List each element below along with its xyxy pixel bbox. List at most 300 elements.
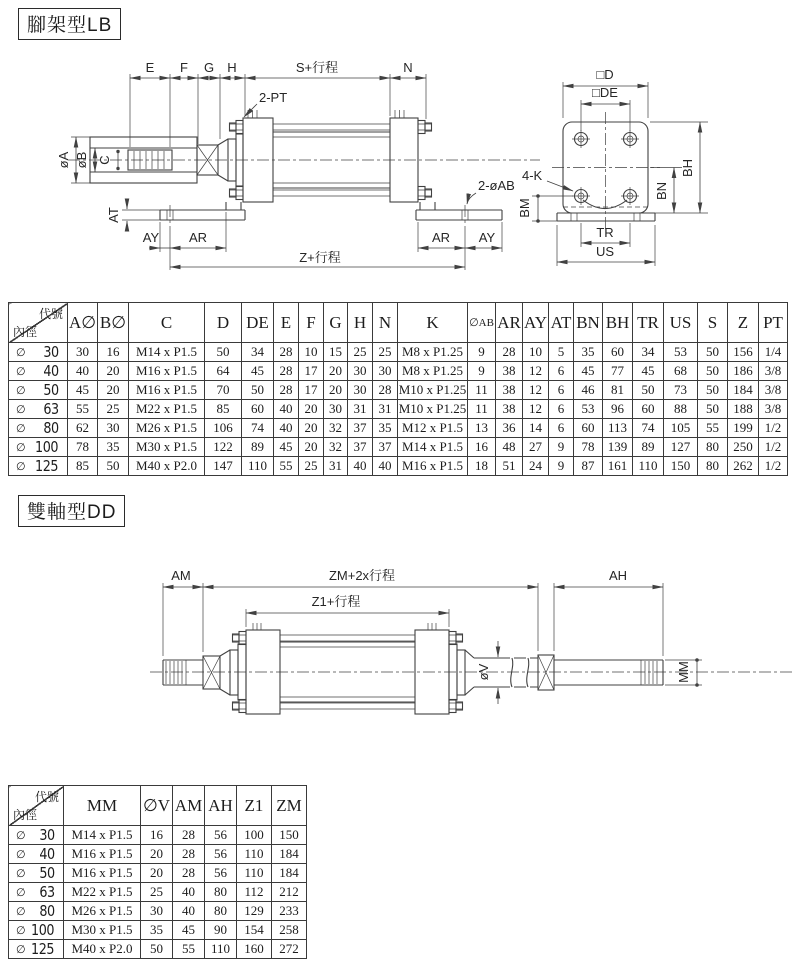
table-cell: 15 bbox=[324, 343, 348, 362]
table-row bbox=[9, 438, 788, 457]
bore-cell bbox=[9, 883, 64, 902]
table-cell: 60 bbox=[574, 419, 603, 438]
table-cell: 51 bbox=[496, 457, 523, 476]
lb-drawing bbox=[0, 50, 800, 295]
table-cell: M40 x P2.0 bbox=[129, 457, 205, 476]
dim-label-g: G bbox=[203, 60, 215, 75]
column-header: TR bbox=[633, 303, 664, 343]
table-cell: 78 bbox=[574, 438, 603, 457]
table-cell: 35 bbox=[574, 343, 603, 362]
table-row bbox=[9, 883, 307, 902]
dim-label-ah: AH bbox=[608, 568, 628, 583]
table-cell: 28 bbox=[274, 362, 299, 381]
column-header: B∅ bbox=[98, 303, 129, 343]
table-cell: 50 bbox=[205, 343, 242, 362]
dim-label-dia-v: øV bbox=[476, 663, 491, 681]
bore-value: 125 bbox=[34, 457, 58, 475]
bore-cell bbox=[9, 381, 68, 400]
table-cell: 16 bbox=[468, 438, 496, 457]
table-cell: 27 bbox=[523, 438, 549, 457]
table-cell: M22 x P1.5 bbox=[129, 400, 205, 419]
table-cell: M22 x P1.5 bbox=[64, 883, 141, 902]
dim-label-square-d: □D bbox=[596, 67, 614, 82]
table-cell: 199 bbox=[728, 419, 759, 438]
table-cell: 85 bbox=[68, 457, 98, 476]
table-row bbox=[9, 902, 307, 921]
lb-side-view bbox=[56, 60, 540, 270]
table-cell: 3/8 bbox=[759, 400, 788, 419]
diameter-symbol: ∅ bbox=[16, 923, 26, 937]
table-cell: 5 bbox=[549, 343, 574, 362]
bore-value: 50 bbox=[39, 864, 55, 882]
table-cell: 122 bbox=[205, 438, 242, 457]
table-cell: 70 bbox=[205, 381, 242, 400]
table-cell: 50 bbox=[698, 381, 728, 400]
table-cell: 28 bbox=[274, 381, 299, 400]
table-cell: 14 bbox=[523, 419, 549, 438]
bore-cell bbox=[9, 864, 64, 883]
table-cell: 184 bbox=[272, 864, 307, 883]
dim-label-c: C bbox=[97, 155, 112, 165]
table-cell: 6 bbox=[549, 362, 574, 381]
table-cell: 188 bbox=[728, 400, 759, 419]
table-cell: 161 bbox=[603, 457, 633, 476]
table-cell: 17 bbox=[299, 381, 324, 400]
table-cell: 20 bbox=[141, 845, 173, 864]
table-row bbox=[9, 921, 307, 940]
table-cell: 20 bbox=[324, 381, 348, 400]
diameter-symbol: ∅ bbox=[16, 459, 26, 473]
table-cell: 110 bbox=[633, 457, 664, 476]
table-cell: 68 bbox=[664, 362, 698, 381]
table-row bbox=[9, 419, 788, 438]
table-cell: 262 bbox=[728, 457, 759, 476]
table-cell: M16 x P1.5 bbox=[64, 845, 141, 864]
table-cell: 60 bbox=[633, 400, 664, 419]
corner-label-bore: 內徑 bbox=[13, 808, 38, 822]
table-cell: 34 bbox=[242, 343, 274, 362]
table-cell: 60 bbox=[603, 343, 633, 362]
table-cell: 45 bbox=[274, 438, 299, 457]
column-header: A∅ bbox=[68, 303, 98, 343]
diameter-symbol: ∅ bbox=[16, 866, 26, 880]
table-cell: 45 bbox=[633, 362, 664, 381]
table-cell: 55 bbox=[173, 940, 205, 959]
table-row bbox=[9, 343, 788, 362]
label-4-k: 4-K bbox=[522, 168, 543, 183]
table-cell: 56 bbox=[205, 864, 237, 883]
dim-label-f: F bbox=[180, 60, 188, 75]
table-cell: 80 bbox=[205, 883, 237, 902]
column-header: BH bbox=[603, 303, 633, 343]
bore-cell bbox=[9, 419, 68, 438]
section-title-double-rod: 雙軸型DD bbox=[18, 495, 125, 527]
table-cell: 50 bbox=[98, 457, 129, 476]
table-cell: 20 bbox=[98, 381, 129, 400]
dim-label-bn: BN bbox=[654, 181, 669, 201]
column-header: AM bbox=[173, 786, 205, 826]
table-cell: 53 bbox=[574, 400, 603, 419]
table-cell: 74 bbox=[633, 419, 664, 438]
table-cell: 31 bbox=[324, 457, 348, 476]
bore-cell bbox=[9, 940, 64, 959]
table-cell: 110 bbox=[205, 940, 237, 959]
dim-label-ay-right: AY bbox=[478, 230, 496, 245]
table-cell: 160 bbox=[237, 940, 272, 959]
table-cell: M16 x P1.5 bbox=[398, 457, 468, 476]
column-header: C bbox=[129, 303, 205, 343]
table-cell: 90 bbox=[205, 921, 237, 940]
table-cell: 25 bbox=[141, 883, 173, 902]
bore-value: 63 bbox=[43, 400, 59, 418]
column-header: D bbox=[205, 303, 242, 343]
table-cell: 9 bbox=[549, 438, 574, 457]
column-header: H bbox=[348, 303, 373, 343]
table-cell: 24 bbox=[523, 457, 549, 476]
table-cell: 55 bbox=[274, 457, 299, 476]
dim-label-mm: MM bbox=[676, 661, 691, 683]
table-cell: 89 bbox=[633, 438, 664, 457]
table-cell: 110 bbox=[237, 845, 272, 864]
table-cell: 50 bbox=[698, 362, 728, 381]
dim-label-tr: TR bbox=[596, 225, 614, 240]
dim-label-z1: Z1+行程 bbox=[311, 594, 361, 609]
column-header: Z bbox=[728, 303, 759, 343]
table-cell: 154 bbox=[237, 921, 272, 940]
table-cell: 28 bbox=[274, 343, 299, 362]
table-cell: 20 bbox=[324, 362, 348, 381]
table-cell: 78 bbox=[68, 438, 98, 457]
column-header: BN bbox=[574, 303, 603, 343]
table-cell: 9 bbox=[468, 343, 496, 362]
table-cell: 258 bbox=[272, 921, 307, 940]
table-cell: M8 x P1.25 bbox=[398, 362, 468, 381]
table-cell: 272 bbox=[272, 940, 307, 959]
bore-value: 100 bbox=[30, 921, 54, 939]
column-header: S bbox=[698, 303, 728, 343]
bore-value: 30 bbox=[43, 343, 59, 361]
table-cell: 18 bbox=[468, 457, 496, 476]
column-header: F bbox=[299, 303, 324, 343]
table-cell: 37 bbox=[348, 438, 373, 457]
diameter-symbol: ∅ bbox=[16, 904, 26, 918]
table-cell: 45 bbox=[574, 362, 603, 381]
table-cell: 40 bbox=[173, 902, 205, 921]
table-cell: 45 bbox=[173, 921, 205, 940]
table-cell: 156 bbox=[728, 343, 759, 362]
table-cell: 28 bbox=[173, 826, 205, 845]
bore-value: 80 bbox=[43, 419, 59, 437]
table-cell: 184 bbox=[272, 845, 307, 864]
table-cell: M30 x P1.5 bbox=[129, 438, 205, 457]
table-cell: 30 bbox=[348, 362, 373, 381]
table-cell: 31 bbox=[373, 400, 398, 419]
table-cell: M14 x P1.5 bbox=[64, 826, 141, 845]
table-cell: 32 bbox=[324, 438, 348, 457]
table-cell: 147 bbox=[205, 457, 242, 476]
table-cell: 40 bbox=[373, 457, 398, 476]
table-cell: 30 bbox=[373, 362, 398, 381]
column-header: MM bbox=[64, 786, 141, 826]
table-cell: 80 bbox=[698, 457, 728, 476]
bore-value: 125 bbox=[30, 940, 54, 958]
table-cell: 10 bbox=[523, 343, 549, 362]
table-row bbox=[9, 826, 307, 845]
lb-end-view bbox=[517, 67, 708, 266]
table-cell: M16 x P1.5 bbox=[64, 864, 141, 883]
table-cell: 100 bbox=[237, 826, 272, 845]
dim-label-zm: ZM+2x行程 bbox=[328, 568, 396, 583]
table-cell: 40 bbox=[348, 457, 373, 476]
table-cell: 40 bbox=[274, 400, 299, 419]
table-cell: 38 bbox=[496, 400, 523, 419]
table-cell: 20 bbox=[299, 419, 324, 438]
table-cell: 212 bbox=[272, 883, 307, 902]
table-cell: 20 bbox=[141, 864, 173, 883]
table-cell: M26 x P1.5 bbox=[64, 902, 141, 921]
dim-label-h: H bbox=[227, 60, 237, 75]
table-cell: 87 bbox=[574, 457, 603, 476]
table-cell: 50 bbox=[141, 940, 173, 959]
table-row bbox=[9, 400, 788, 419]
table-cell: 112 bbox=[237, 883, 272, 902]
table-cell: 25 bbox=[299, 457, 324, 476]
table-cell: 28 bbox=[173, 845, 205, 864]
table-cell: 6 bbox=[549, 419, 574, 438]
table-cell: M12 x P1.5 bbox=[398, 419, 468, 438]
table-cell: 40 bbox=[68, 362, 98, 381]
dim-label-s-stroke: S+行程 bbox=[295, 60, 339, 75]
corner-label-code: 代號 bbox=[34, 790, 59, 804]
dim-label-us: US bbox=[595, 244, 615, 259]
table-cell: M14 x P1.5 bbox=[398, 438, 468, 457]
table-row bbox=[9, 864, 307, 883]
table-cell: 1/2 bbox=[759, 457, 788, 476]
table-cell: 250 bbox=[728, 438, 759, 457]
table-cell: 20 bbox=[299, 438, 324, 457]
dim-label-bm: BM bbox=[517, 198, 532, 218]
table-cell: 11 bbox=[468, 400, 496, 419]
table-cell: 37 bbox=[348, 419, 373, 438]
table-cell: 28 bbox=[173, 864, 205, 883]
table-cell: 113 bbox=[603, 419, 633, 438]
table-cell: 6 bbox=[549, 400, 574, 419]
table-cell: 110 bbox=[242, 457, 274, 476]
table-cell: M16 x P1.5 bbox=[129, 362, 205, 381]
diameter-symbol: ∅ bbox=[16, 847, 26, 861]
table-cell: 40 bbox=[274, 419, 299, 438]
table-cell: 9 bbox=[468, 362, 496, 381]
table-cell: 12 bbox=[523, 381, 549, 400]
label-2-ab: 2-øAB bbox=[478, 178, 515, 193]
table-cell: 11 bbox=[468, 381, 496, 400]
bore-value: 40 bbox=[43, 362, 59, 380]
table-cell: 50 bbox=[242, 381, 274, 400]
dim-label-ar-left: AR bbox=[188, 230, 208, 245]
table-cell: 38 bbox=[496, 381, 523, 400]
dd-drawing bbox=[0, 550, 800, 760]
table-cell: M40 x P2.0 bbox=[64, 940, 141, 959]
table-cell: 50 bbox=[633, 381, 664, 400]
dim-label-bh: BH bbox=[680, 158, 695, 178]
table-row bbox=[9, 362, 788, 381]
table-cell: 89 bbox=[242, 438, 274, 457]
dim-label-am: AM bbox=[171, 568, 191, 583]
bore-cell bbox=[9, 343, 68, 362]
column-header: ZM bbox=[272, 786, 307, 826]
column-header: E bbox=[274, 303, 299, 343]
table-cell: 16 bbox=[141, 826, 173, 845]
table-cell: 81 bbox=[603, 381, 633, 400]
table-cell: M10 x P1.25 bbox=[398, 400, 468, 419]
dim-label-square-de: □DE bbox=[592, 85, 618, 100]
bore-cell bbox=[9, 400, 68, 419]
dim-label-at: AT bbox=[106, 207, 121, 223]
table-cell: 60 bbox=[242, 400, 274, 419]
table-cell: 25 bbox=[373, 343, 398, 362]
table-cell: 37 bbox=[373, 438, 398, 457]
table-cell: 80 bbox=[698, 438, 728, 457]
diameter-symbol: ∅ bbox=[16, 383, 26, 397]
table-cell: 25 bbox=[348, 343, 373, 362]
table-cell: 110 bbox=[237, 864, 272, 883]
corner-label-bore: 內徑 bbox=[13, 325, 38, 339]
lb-dimension-table bbox=[8, 302, 788, 476]
diameter-symbol: ∅ bbox=[16, 364, 26, 378]
column-header: ∅AB bbox=[468, 303, 496, 343]
bore-value: 30 bbox=[39, 826, 55, 844]
bore-cell bbox=[9, 845, 64, 864]
table-cell: 38 bbox=[496, 362, 523, 381]
column-header: ∅V bbox=[141, 786, 173, 826]
table-cell: 106 bbox=[205, 419, 242, 438]
table-cell: 40 bbox=[173, 883, 205, 902]
table-cell: 16 bbox=[98, 343, 129, 362]
bore-value: 63 bbox=[39, 883, 55, 901]
table-cell: 150 bbox=[272, 826, 307, 845]
dim-label-e: E bbox=[145, 60, 155, 75]
column-header: US bbox=[664, 303, 698, 343]
table-cell: 64 bbox=[205, 362, 242, 381]
table-cell: 56 bbox=[205, 845, 237, 864]
table-cell: 17 bbox=[299, 362, 324, 381]
table-cell: 96 bbox=[603, 400, 633, 419]
dim-label-n: N bbox=[403, 60, 413, 75]
header-row bbox=[9, 786, 307, 826]
table-cell: 1/2 bbox=[759, 419, 788, 438]
table-cell: 50 bbox=[698, 400, 728, 419]
table-cell: 77 bbox=[603, 362, 633, 381]
dim-label-dia-b: øB bbox=[74, 151, 89, 169]
table-cell: 36 bbox=[496, 419, 523, 438]
table-cell: 30 bbox=[348, 381, 373, 400]
column-header: K bbox=[398, 303, 468, 343]
table-cell: 10 bbox=[299, 343, 324, 362]
table-cell: 34 bbox=[633, 343, 664, 362]
bore-cell bbox=[9, 921, 64, 940]
table-cell: 1/2 bbox=[759, 438, 788, 457]
table-cell: 150 bbox=[664, 457, 698, 476]
table-cell: 184 bbox=[728, 381, 759, 400]
dd-dimension-table bbox=[8, 785, 307, 959]
bore-cell bbox=[9, 457, 68, 476]
table-cell: 35 bbox=[141, 921, 173, 940]
bore-cell bbox=[9, 826, 64, 845]
table-cell: 139 bbox=[603, 438, 633, 457]
table-cell: M16 x P1.5 bbox=[129, 381, 205, 400]
table-cell: 35 bbox=[98, 438, 129, 457]
bore-value: 40 bbox=[39, 845, 55, 863]
bore-value: 50 bbox=[43, 381, 59, 399]
table-cell: M8 x P1.25 bbox=[398, 343, 468, 362]
bore-cell bbox=[9, 362, 68, 381]
diameter-symbol: ∅ bbox=[16, 942, 26, 956]
table-cell: 55 bbox=[698, 419, 728, 438]
diameter-symbol: ∅ bbox=[16, 421, 26, 435]
table-cell: 55 bbox=[68, 400, 98, 419]
table-cell: 30 bbox=[141, 902, 173, 921]
table-cell: 30 bbox=[98, 419, 129, 438]
table-cell: 13 bbox=[468, 419, 496, 438]
table-cell: 45 bbox=[68, 381, 98, 400]
diameter-symbol: ∅ bbox=[16, 345, 26, 359]
dim-label-ay-left: AY bbox=[142, 230, 160, 245]
section-title-foot-mount: 腳架型LB bbox=[18, 8, 121, 40]
column-header: AH bbox=[205, 786, 237, 826]
table-cell: 20 bbox=[98, 362, 129, 381]
column-header: AT bbox=[549, 303, 574, 343]
table-cell: 62 bbox=[68, 419, 98, 438]
table-row bbox=[9, 845, 307, 864]
table-cell: 35 bbox=[373, 419, 398, 438]
table-cell: 233 bbox=[272, 902, 307, 921]
table-cell: 73 bbox=[664, 381, 698, 400]
column-header: N bbox=[373, 303, 398, 343]
dim-label-ar-right: AR bbox=[431, 230, 451, 245]
table-cell: 80 bbox=[205, 902, 237, 921]
table-cell: 28 bbox=[373, 381, 398, 400]
bore-value: 80 bbox=[39, 902, 55, 920]
diameter-symbol: ∅ bbox=[16, 828, 26, 842]
table-cell: 3/8 bbox=[759, 362, 788, 381]
bore-value: 100 bbox=[34, 438, 58, 456]
table-cell: 45 bbox=[242, 362, 274, 381]
bore-cell bbox=[9, 438, 68, 457]
column-header: AY bbox=[523, 303, 549, 343]
table-cell: M26 x P1.5 bbox=[129, 419, 205, 438]
table-cell: 48 bbox=[496, 438, 523, 457]
table-cell: 32 bbox=[324, 419, 348, 438]
dim-label-dia-a: øA bbox=[56, 151, 71, 169]
table-cell: 6 bbox=[549, 381, 574, 400]
corner-label-code: 代號 bbox=[38, 307, 63, 321]
column-header: Z1 bbox=[237, 786, 272, 826]
table-row bbox=[9, 381, 788, 400]
column-header: G bbox=[324, 303, 348, 343]
table-cell: 105 bbox=[664, 419, 698, 438]
table-cell: 127 bbox=[664, 438, 698, 457]
dd-side-view bbox=[150, 568, 795, 714]
diameter-symbol: ∅ bbox=[16, 885, 26, 899]
table-cell: M14 x P1.5 bbox=[129, 343, 205, 362]
table-row bbox=[9, 457, 788, 476]
table-cell: 88 bbox=[664, 400, 698, 419]
table-row bbox=[9, 940, 307, 959]
table-cell: 53 bbox=[664, 343, 698, 362]
column-header: DE bbox=[242, 303, 274, 343]
table-cell: 30 bbox=[68, 343, 98, 362]
table-cell: 20 bbox=[299, 400, 324, 419]
